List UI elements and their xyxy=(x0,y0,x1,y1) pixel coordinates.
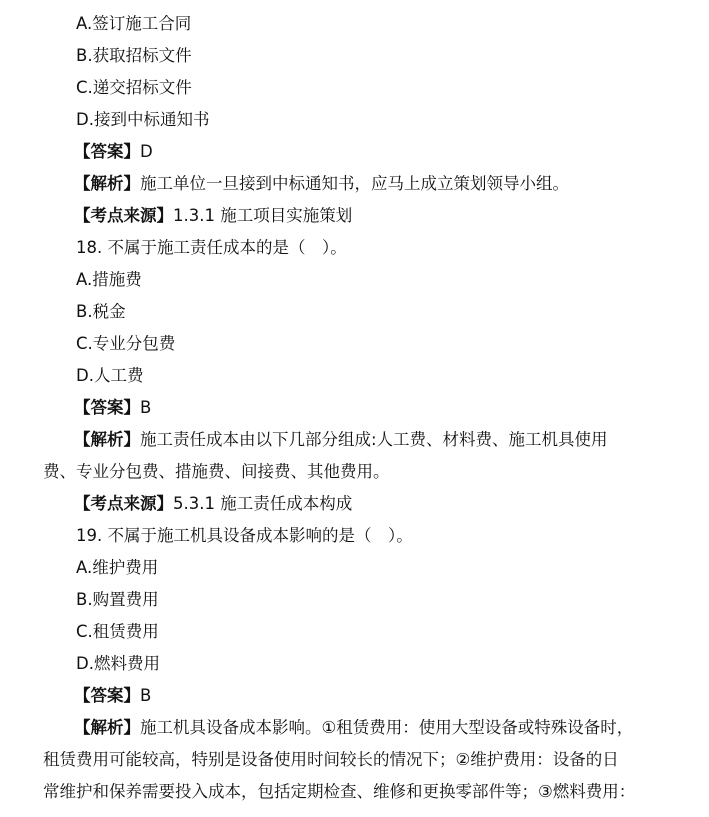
q17-answer xyxy=(0,136,709,168)
q19-answer-label: 【答案】 xyxy=(74,686,140,705)
q19-analysis-line-3: 常维护和保养需要投入成本，包括定期检查、维修和更换零部件等；③燃料费用： xyxy=(43,782,636,801)
q17-option-d: D.接到中标通知书 xyxy=(76,110,210,129)
q19-analysis-label: 【解析】 xyxy=(74,718,140,737)
q18-answer-value: B xyxy=(140,398,152,417)
q17-source-text: 1.3.1 施工项目实施策划 xyxy=(173,206,353,225)
q19-option-d: D.燃料费用 xyxy=(76,654,160,673)
q17-option-a: A.签订施工合同 xyxy=(76,14,192,33)
q18-analysis-line-2: 费、专业分包费、措施费、间接费、其他费用。 xyxy=(43,462,390,481)
q19-analysis-line-1 xyxy=(0,712,709,744)
q18-source xyxy=(0,488,709,520)
q17-option-b: B.获取招标文件 xyxy=(76,46,192,65)
q18-analysis-label: 【解析】 xyxy=(74,430,140,449)
q17-analysis xyxy=(0,168,709,200)
q19-option-b: B.购置费用 xyxy=(76,590,159,609)
q18-analysis-text-1: 施工责任成本由以下几部分组成:人工费、材料费、施工机具使用 xyxy=(140,430,608,449)
q19-option-c: C.租赁费用 xyxy=(76,622,159,641)
q18-question: 18. 不属于施工责任成本的是（ ）。 xyxy=(76,238,347,257)
q18-option-a: A.措施费 xyxy=(76,270,142,289)
q18-source-label: 【考点来源】 xyxy=(74,494,173,513)
q17-answer-label: 【答案】 xyxy=(74,142,140,161)
q17-analysis-text: 施工单位一旦接到中标通知书，应马上成立策划领导小组。 xyxy=(140,174,569,193)
q19-option-a: A.维护费用 xyxy=(76,558,159,577)
q18-analysis-line-1 xyxy=(0,424,709,456)
q18-answer xyxy=(0,392,709,424)
q19-question: 19. 不属于施工机具设备成本影响的是（ ）。 xyxy=(76,526,413,545)
q17-analysis-label: 【解析】 xyxy=(74,174,140,193)
q17-source-label: 【考点来源】 xyxy=(74,206,173,225)
q18-source-text: 5.3.1 施工责任成本构成 xyxy=(173,494,353,513)
q19-answer xyxy=(0,680,709,712)
q18-answer-label: 【答案】 xyxy=(74,398,140,417)
q19-answer-value: B xyxy=(140,686,152,705)
q19-analysis-text-1: 施工机具设备成本影响。①租赁费用：使用大型设备或特殊设备时， xyxy=(140,718,634,737)
q18-option-b: B.税金 xyxy=(76,302,126,321)
q17-source xyxy=(0,200,709,232)
q19-analysis-line-2: 租赁费用可能较高，特别是设备使用时间较长的情况下；②维护费用：设备的日 xyxy=(43,750,619,769)
q18-option-c: C.专业分包费 xyxy=(76,334,176,353)
q17-answer-value: D xyxy=(140,142,153,161)
q18-option-d: D.人工费 xyxy=(76,366,144,385)
q17-option-c: C.递交招标文件 xyxy=(76,78,192,97)
